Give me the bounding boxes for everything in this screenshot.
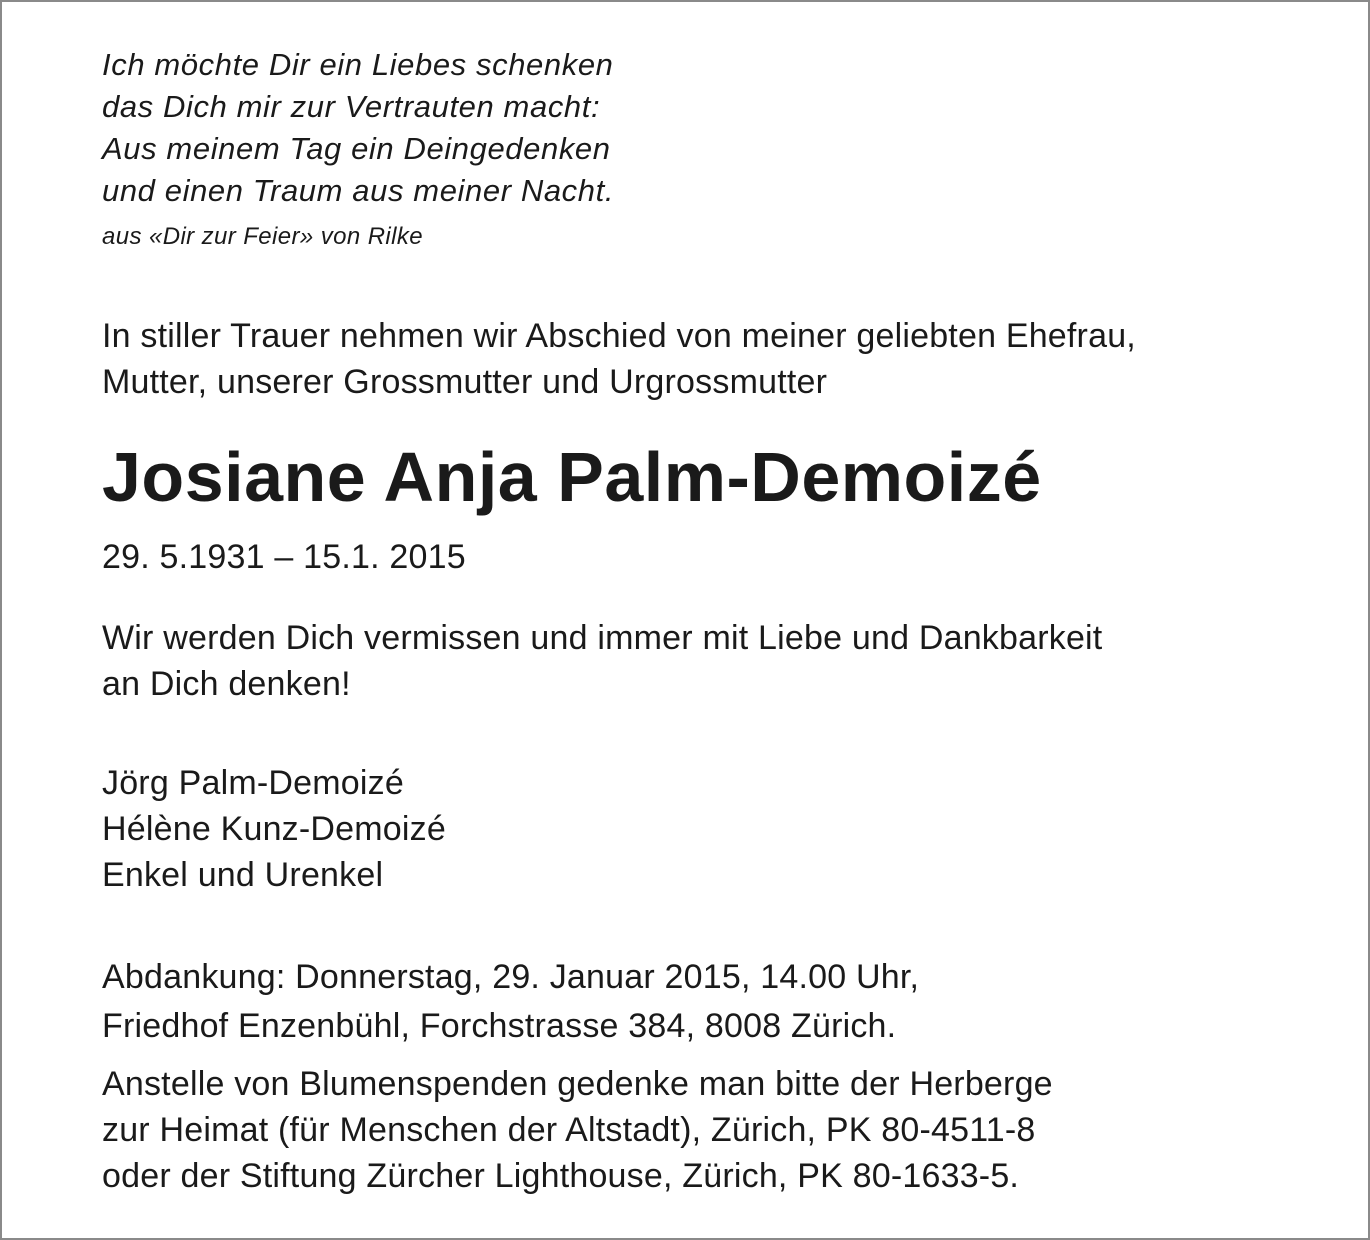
poem-line: das Dich mir zur Vertrauten macht: — [102, 89, 601, 124]
donation-line: zur Heimat (für Menschen der Altstadt), Zürich, PK 80-4511-8 — [102, 1111, 1036, 1149]
service-line: Friedhof Enzenbühl, Forchstrasse 384, 8008 Zürich. — [102, 1007, 897, 1045]
donation-info — [102, 1061, 1053, 1199]
service-line: Abdankung: Donnerstag, 29. Januar 2015, 14.00 Uhr, — [102, 958, 920, 996]
poem-line: Aus meinem Tag ein Deingedenken — [102, 131, 611, 166]
mourner-name: Enkel und Urenkel — [102, 856, 384, 894]
funeral-service-info — [102, 953, 919, 1051]
donation-line: oder der Stiftung Zürcher Lighthouse, Zürich, PK 80-1633-5. — [102, 1157, 1020, 1195]
deceased-name: Josiane Anja Palm-Demoizé — [102, 438, 1042, 516]
tribute-line: Wir werden Dich vermissen und immer mit Liebe und Dankbarkeit — [102, 619, 1103, 657]
tribute-line: an Dich denken! — [102, 665, 351, 703]
poem-line: Ich möchte Dir ein Liebes schenken — [102, 47, 614, 82]
intro-text — [102, 313, 1136, 405]
poem-source: aus «Dir zur Feier» von Rilke — [102, 223, 424, 250]
poem-line: und einen Traum aus meiner Nacht. — [102, 173, 615, 208]
tribute-text — [102, 615, 1102, 707]
life-dates-text: 29. 5.1931 – 15.1. 2015 — [102, 538, 466, 576]
mourner-name: Jörg Palm-Demoizé — [102, 764, 404, 802]
poem-quote — [102, 44, 614, 212]
intro-line: In stiller Trauer nehmen wir Abschied von meiner geliebten Ehefrau, — [102, 317, 1136, 355]
donation-line: Anstelle von Blumenspenden gedenke man bitte der Herberge — [102, 1065, 1053, 1103]
mourner-name: Hélène Kunz-Demoizé — [102, 810, 446, 848]
life-dates — [102, 534, 466, 580]
mourners-list — [102, 760, 446, 898]
intro-line: Mutter, unserer Grossmutter und Urgrossmutter — [102, 363, 828, 401]
